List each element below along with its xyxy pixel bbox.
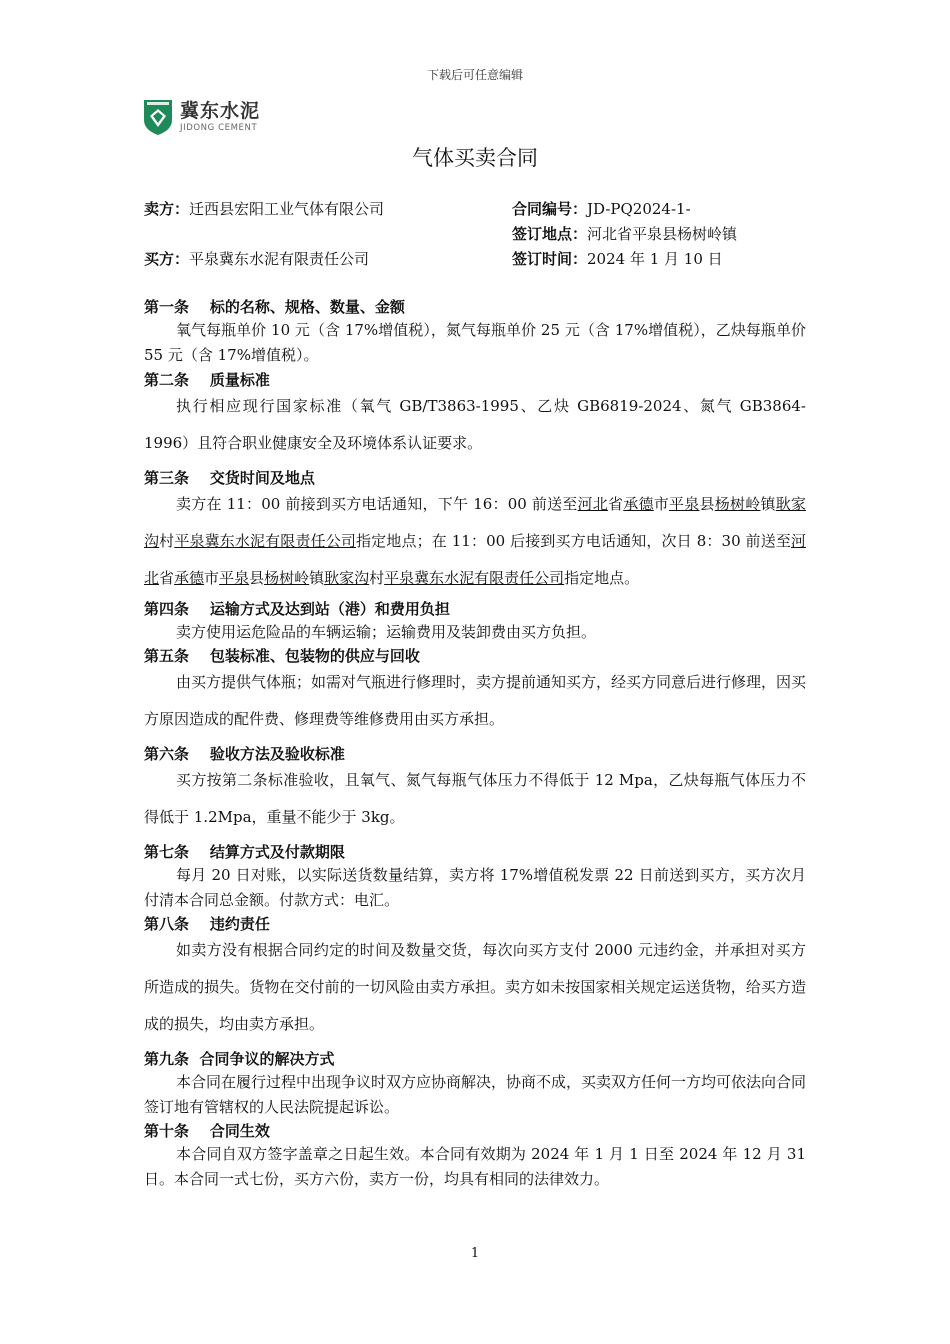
article-4-text: 卖方使用运危险品的车辆运输；运输费用及装卸费由买方负担。	[176, 623, 597, 641]
article-6-heading: 第六条 验收方法及验收标准	[144, 745, 345, 763]
article-2-text: 执行相应现行国家标准（氧气 GB/T3863-1995、乙炔 GB6819-2024、氮气 GB3864-1996）且符合职业健康安全及环境体系认证要求。	[144, 397, 806, 452]
article-4-heading: 第四条 运输方式及达到站（港）和费用负担	[144, 600, 450, 618]
logo-english-name: JIDONG CEMENT	[180, 123, 258, 133]
city-field: 承德	[174, 569, 205, 587]
header-note: 下载后可任意编辑	[426, 68, 523, 82]
article-7-text: 每月 20 日对账，以实际送货数量结算，卖方将 17%增值税发票 22 日前送到买方，买方次月付清本合同总金额。付款方式：电汇。	[144, 866, 806, 909]
contract-number-label: 合同编号：	[512, 200, 588, 218]
county-field: 平泉	[219, 569, 250, 587]
sign-time-line	[512, 248, 723, 269]
town-field: 杨树岭	[714, 495, 761, 513]
contract-body	[144, 296, 806, 1192]
buyer-name: 平泉冀东水泥有限责任公司	[189, 250, 370, 268]
article-9-text: 本合同在履行过程中出现争议时双方应协商解决，协商不成，买卖双方任何一方均可依法向合同签订地有管辖权的人民法院提起诉讼。	[144, 1073, 807, 1116]
article-1-text: 氧气每瓶单价 10 元（含 17%增值税），氮气每瓶单价 25 元（含 17%增值税），乙炔每瓶单价 55 元（含 17%增值税）。	[144, 321, 806, 364]
article-7-heading: 第七条 结算方式及付款期限	[144, 843, 345, 861]
sign-place-line	[512, 223, 737, 244]
village-field: 耿家沟	[144, 495, 806, 550]
seller-label: 卖方：	[144, 200, 190, 218]
article-1-heading: 第一条 标的名称、规格、数量、金额	[144, 298, 405, 316]
company-logo	[142, 96, 260, 138]
contract-number-line	[512, 198, 691, 219]
article-5-text: 由买方提供气体瓶；如需对气瓶进行修理时，卖方提前通知买方，经买方同意后进行修理，因买方原因造成的配件费、修理费等维修费用由买方承担。	[144, 673, 807, 728]
buyer-line	[144, 248, 369, 269]
seller-name: 迁西县宏阳工业气体有限公司	[189, 200, 385, 218]
contract-number: JD-PQ2024-1-	[587, 200, 691, 218]
article-10-text: 本合同自双方签字盖章之日起生效。本合同有效期为 2024 年 1 月 1 日至 2024 年 12 月 31 日。本合同一式七份，买方六份，卖方一份，均具有相同的法律效力。	[144, 1145, 806, 1188]
province-field: 河北	[577, 495, 609, 513]
jidong-logo-icon	[142, 98, 174, 136]
article-10-heading: 第十条 合同生效	[144, 1122, 270, 1140]
article-3-text: 卖方在 11：00 前接到买方电话通知，下午 16：00 前送至河北省承德市平泉县杨树岭镇耿家沟村平泉冀东水泥有限责任公司指定地点；在 11：00 后接到买方电话通知，次日 8：30 前送至河北省承德市平泉县杨树岭镇耿家沟村平泉冀东水泥有限责任公司指定地点。	[144, 495, 806, 587]
article-5-heading: 第五条 包装标准、包装物的供应与回收	[144, 647, 420, 665]
company-field: 平泉冀东水泥有限责任公司	[384, 569, 565, 587]
seller-line	[144, 198, 384, 219]
article-8-heading: 第八条 违约责任	[144, 915, 270, 933]
sign-place-label: 签订地点：	[512, 225, 588, 243]
town-field: 杨树岭	[264, 569, 310, 587]
buyer-label: 买方：	[144, 250, 190, 268]
province-field: 河北	[144, 532, 806, 587]
article-2-heading: 第二条 质量标准	[144, 371, 270, 389]
village-field: 耿家沟	[324, 569, 370, 587]
company-field: 平泉冀东水泥有限责任公司	[174, 532, 357, 550]
article-9-heading: 第九条 合同争议的解决方式	[144, 1050, 335, 1068]
sign-place: 河北省平泉县杨树岭镇	[587, 225, 738, 243]
document-title: 气体买卖合同	[412, 146, 538, 170]
sign-time: 2024 年 1 月 10 日	[587, 250, 723, 268]
sign-time-label: 签订时间：	[512, 250, 588, 268]
article-8-text: 如卖方没有根据合同约定的时间及数量交货，每次向买方支付 2000 元违约金，并承担对买方所造成的损失。货物在交付前的一切风险由卖方承担。卖方如未按国家相关规定运送货物，给买方造成的损失，均由卖方承担。	[144, 941, 806, 1033]
county-field: 平泉	[669, 495, 700, 513]
city-field: 承德	[623, 495, 654, 513]
article-6-text: 买方按第二条标准验收，且氧气、氮气每瓶气体压力不得低于 12 Mpa，乙炔每瓶气体压力不得低于 1.2Mpa，重量不能少于 3kg。	[144, 771, 806, 826]
page-number: 1	[470, 1246, 480, 1261]
article-3-heading: 第三条 交货时间及地点	[144, 469, 315, 487]
logo-chinese-name: 冀东水泥	[180, 100, 261, 122]
